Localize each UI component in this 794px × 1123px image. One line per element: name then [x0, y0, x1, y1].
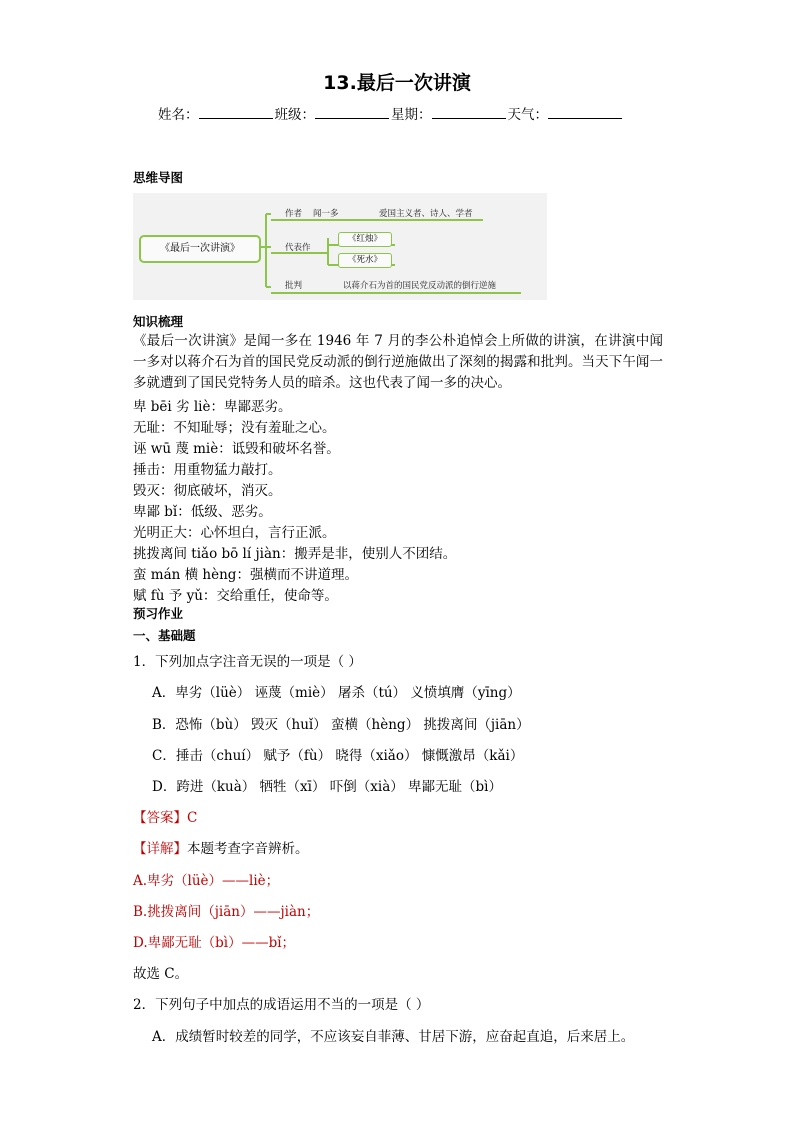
vocab-item: 无耻：不知耻辱；没有羞耻之心。	[133, 420, 336, 436]
week-label: 星期：	[391, 107, 432, 123]
name-label: 姓名：	[158, 107, 199, 123]
mindmap-heading: 思维导图	[133, 170, 184, 185]
question-1-answer	[133, 806, 197, 826]
section-basic-heading: 一、基础题	[133, 628, 196, 643]
works-label: 代表作	[285, 243, 311, 253]
page-title: 13.最后一次讲演	[323, 72, 471, 94]
student-info-row	[158, 103, 624, 123]
vocab-item: 卑鄙 bǐ：低级、恶劣。	[133, 504, 272, 520]
vocab-item: 赋 fù 予 yǔ：交给重任，使命等。	[133, 588, 338, 604]
question-1-detail	[133, 837, 309, 857]
critique-desc: 以蒋介石为首的国民党反动派的倒行逆施	[343, 281, 497, 291]
vocab-item: 毁灭：彻底破坏，消灭。	[133, 483, 282, 499]
knowledge-heading: 知识梳理	[133, 314, 184, 329]
question-1-option-b: B．恐怖（bù） 毁灭（huǐ） 蛮横（hèng） 挑拨离间（jiān）	[152, 717, 530, 733]
author-desc: 爱国主义者、诗人、学者	[379, 209, 473, 219]
vocab-item: 蛮 mán 横 hèng：强横而不讲道理。	[133, 567, 358, 583]
class-blank[interactable]	[315, 105, 389, 119]
vocab-item: 挑拨离间 tiǎo bō lí jiàn：搬弄是非，使别人不团结。	[133, 546, 457, 562]
correction-item: A.卑劣（lüè）——liè；	[133, 873, 280, 889]
answer-tag: 【答案】	[133, 810, 187, 826]
vocab-item: 捶击：用重物猛力敲打。	[133, 462, 282, 478]
detail-tag: 【详解】	[133, 841, 187, 857]
correction-item: B.挑拨离间（jiān）——jiàn；	[133, 904, 320, 920]
correction-item: D.卑鄙无耻（bì）——bǐ；	[133, 935, 296, 951]
week-blank[interactable]	[432, 105, 506, 119]
mind-map-root: 《最后一次讲演》	[139, 235, 261, 263]
author-label: 作者	[285, 209, 303, 219]
vocab-item: 卑 bēi 劣 liè：卑鄙恶劣。	[133, 399, 292, 415]
question-2-stem: 2．下列句子中加点的成语运用不当的一项是（ ）	[133, 997, 430, 1013]
weather-blank[interactable]	[548, 105, 622, 119]
answer-value: C	[187, 810, 198, 826]
class-label: 班级：	[274, 107, 315, 123]
question-1-conclusion: 故选 C。	[133, 966, 189, 982]
weather-label: 天气：	[507, 107, 548, 123]
question-1-option-c: C．捶击（chuí） 赋予（fù） 晓得（xiǎo） 慷慨激昂（kǎi）	[152, 748, 524, 764]
critique-label: 批判	[285, 281, 303, 291]
mind-map	[133, 193, 547, 300]
author-name: 闻一多	[313, 209, 339, 219]
question-1-option-a: A．卑劣（lüè） 诬蔑（miè） 屠杀（tú） 义愤填膺（yīng）	[152, 685, 521, 701]
knowledge-intro: 《最后一次讲演》是闻一多在 1946 年 7 月的李公朴追悼会上所做的讲演，在讲演中闻一多对以蒋介石为首的国民党反动派的倒行逆施做出了深刻的揭露和批判。当天下午闻一多就遭到了国民党特务人员的暗杀。这也代表了闻一多的决心。	[133, 333, 663, 391]
work-hongzhu: 《红烛》	[338, 232, 392, 247]
work-sishui: 《死水》	[338, 253, 392, 268]
question-1-stem: 1．下列加点字注音无误的一项是（ ）	[133, 654, 362, 670]
name-blank[interactable]	[199, 105, 273, 119]
homework-heading: 预习作业	[133, 606, 184, 621]
question-1-option-d: D．跨进（kuà） 牺牲（xī） 吓倒（xià） 卑鄙无耻（bì）	[152, 779, 502, 795]
vocab-item: 诬 wū 蔑 miè：诋毁和破坏名誉。	[133, 441, 340, 457]
vocab-item: 光明正大：心怀坦白，言行正派。	[133, 525, 336, 541]
detail-text: 本题考查字音辨析。	[187, 841, 309, 857]
question-2-option-a: A．成绩暂时较差的同学，不应该妄自菲薄、甘居下游，应奋起直追，后来居上。	[152, 1029, 635, 1045]
